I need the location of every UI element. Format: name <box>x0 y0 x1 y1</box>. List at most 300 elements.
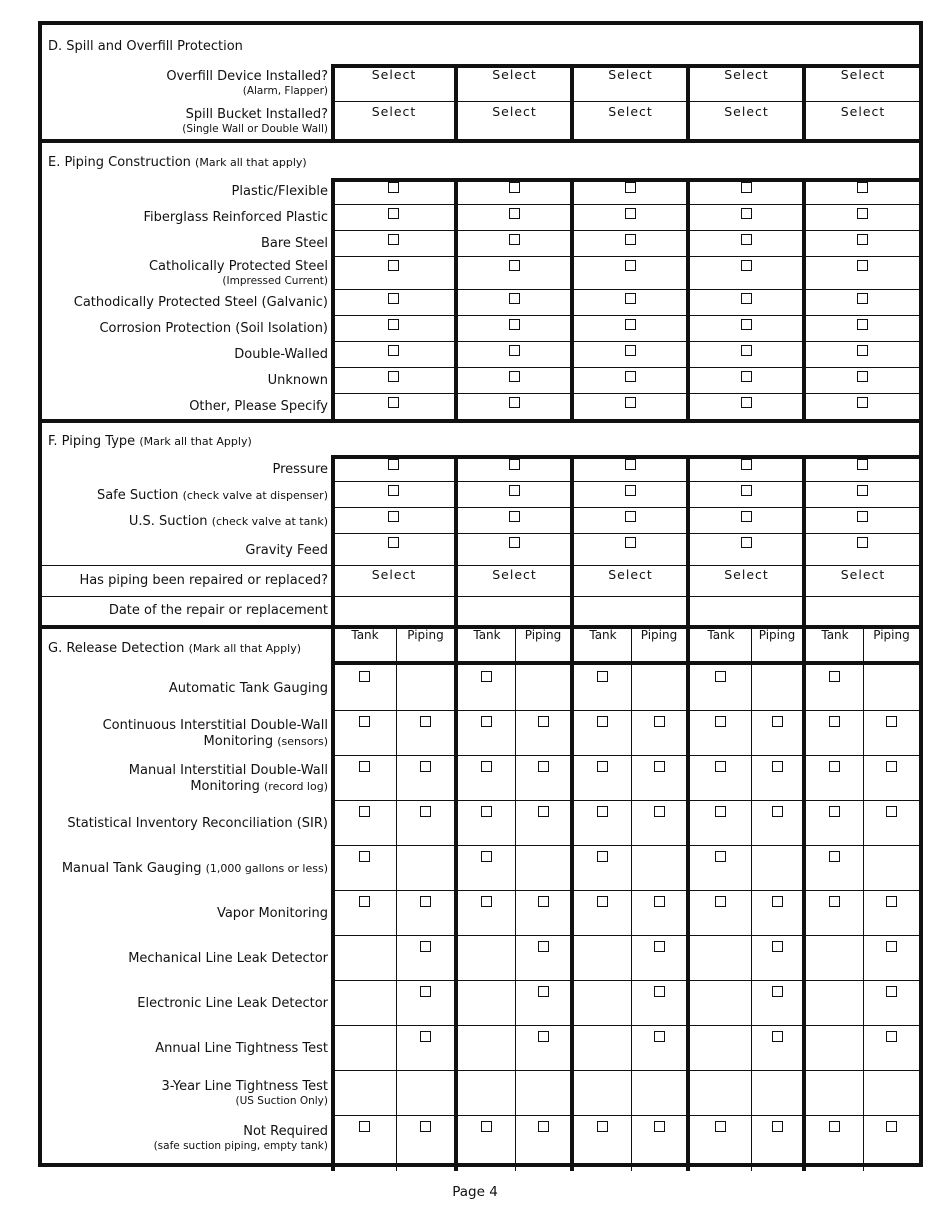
piping-construction-label <box>42 179 328 205</box>
piping-type-checkbox[interactable] <box>857 459 868 470</box>
piping-construction-checkbox[interactable] <box>857 260 868 271</box>
piping-construction-name: Unknown <box>267 373 328 388</box>
spill-overfill-hint: (Alarm, Flapper) <box>242 85 328 97</box>
release-detection-tank-checkbox[interactable] <box>359 1121 370 1132</box>
piping-construction-checkbox[interactable] <box>509 293 520 304</box>
piping-type-checkbox[interactable] <box>509 511 520 522</box>
rule-vertical <box>751 625 752 1171</box>
piping-construction-checkbox[interactable] <box>857 319 868 330</box>
section-f-note: (Mark all that Apply) <box>139 435 252 448</box>
piping-construction-checkbox[interactable] <box>625 260 636 271</box>
release-detection-piping-checkbox[interactable] <box>654 896 665 907</box>
rule-horizontal <box>331 315 919 316</box>
release-detection-tank-checkbox[interactable] <box>481 896 492 907</box>
release-detection-tank-checkbox[interactable] <box>481 1121 492 1132</box>
release-detection-label <box>42 981 328 1026</box>
release-detection-piping-checkbox[interactable] <box>538 986 549 997</box>
rule-horizontal <box>331 755 919 756</box>
rule-horizontal <box>331 367 919 368</box>
release-detection-method: Statistical Inventory Reconciliation (SIR) <box>67 815 328 831</box>
page-number: Page 4 <box>452 1184 498 1200</box>
piping-type-checkbox[interactable] <box>388 511 399 522</box>
piping-construction-checkbox[interactable] <box>857 182 868 193</box>
piping-type-name: Pressure <box>272 462 328 477</box>
release-detection-tank-checkbox[interactable] <box>715 671 726 682</box>
release-detection-line <box>137 996 328 1012</box>
release-detection-piping-checkbox[interactable] <box>420 1031 431 1042</box>
piping-construction-checkbox[interactable] <box>388 182 399 193</box>
release-detection-tank-checkbox[interactable] <box>597 716 608 727</box>
rule-vertical <box>631 625 632 1171</box>
release-detection-piping-checkbox[interactable] <box>420 806 431 817</box>
spill-overfill-hint: (Single Wall or Double Wall) <box>182 122 328 135</box>
piping-construction-label <box>42 257 328 290</box>
piping-type-checkbox[interactable] <box>857 485 868 496</box>
release-detection-piping-checkbox[interactable] <box>538 806 549 817</box>
rule-horizontal <box>331 289 919 290</box>
release-detection-tank-checkbox[interactable] <box>597 1121 608 1132</box>
piping-construction-checkbox[interactable] <box>625 234 636 245</box>
release-detection-piping-checkbox[interactable] <box>420 716 431 727</box>
tank-column-header: Tank <box>351 628 379 642</box>
piping-repaired-select[interactable]: Select <box>492 567 537 582</box>
piping-construction-checkbox[interactable] <box>741 371 752 382</box>
release-detection-line <box>103 718 328 734</box>
rule-vertical <box>515 625 516 1171</box>
rule-vertical <box>454 625 458 1171</box>
piping-column-header: Piping <box>407 628 444 642</box>
rule-vertical <box>686 178 690 419</box>
release-detection-tank-checkbox[interactable] <box>597 761 608 772</box>
release-detection-method: Electronic Line Leak Detector <box>137 995 328 1011</box>
release-detection-tank-checkbox[interactable] <box>829 716 840 727</box>
piping-construction-checkbox[interactable] <box>388 293 399 304</box>
section-f-heading: F. Piping Type <box>48 434 136 449</box>
piping-construction-hint: (Impressed Current) <box>222 275 328 287</box>
section-d-title: D. Spill and Overfill Protection <box>48 39 243 54</box>
spill-bucket-select[interactable]: Select <box>371 104 417 119</box>
spill-overfill-question: Overfill Device Installed? <box>166 69 328 84</box>
piping-construction-checkbox[interactable] <box>741 234 752 245</box>
release-detection-line <box>169 681 328 697</box>
rule-horizontal <box>331 710 919 711</box>
release-detection-note: (record log) <box>264 779 328 793</box>
release-detection-note: (1,000 gallons or less) <box>205 861 328 875</box>
piping-type-line <box>129 514 328 530</box>
release-detection-piping-checkbox[interactable] <box>538 896 549 907</box>
release-detection-piping-checkbox[interactable] <box>654 806 665 817</box>
piping-construction-checkbox[interactable] <box>388 319 399 330</box>
release-detection-tank-checkbox[interactable] <box>715 806 726 817</box>
spill-bucket-select[interactable]: Select <box>492 104 537 119</box>
release-detection-tank-checkbox[interactable] <box>597 806 608 817</box>
piping-construction-checkbox[interactable] <box>388 260 399 271</box>
piping-construction-checkbox[interactable] <box>509 260 520 271</box>
piping-repaired-question: Has piping been repaired or replaced? <box>79 573 328 588</box>
release-detection-piping-checkbox[interactable] <box>886 986 897 997</box>
piping-type-name: Gravity Feed <box>245 543 328 558</box>
rule-horizontal <box>331 341 919 342</box>
section-g-note: (Mark all that Apply) <box>188 642 302 655</box>
release-detection-piping-checkbox[interactable] <box>654 761 665 772</box>
piping-construction-checkbox[interactable] <box>509 371 520 382</box>
rule-vertical <box>570 625 574 1171</box>
release-detection-piping-checkbox[interactable] <box>538 941 549 952</box>
rule-vertical <box>454 178 458 419</box>
release-detection-piping-checkbox[interactable] <box>772 1031 783 1042</box>
piping-repaired-select[interactable]: Select <box>724 567 769 582</box>
release-detection-piping-checkbox[interactable] <box>420 1121 431 1132</box>
release-detection-piping-checkbox[interactable] <box>772 896 783 907</box>
release-detection-tank-checkbox[interactable] <box>829 761 840 772</box>
repair-date-question: Date of the repair or replacement <box>108 603 328 618</box>
piping-construction-checkbox[interactable] <box>625 397 636 408</box>
release-detection-label <box>42 1026 328 1071</box>
release-detection-piping-checkbox[interactable] <box>886 941 897 952</box>
rule-vertical <box>331 625 335 1171</box>
release-detection-piping-checkbox[interactable] <box>886 761 897 772</box>
piping-construction-checkbox[interactable] <box>857 371 868 382</box>
piping-construction-checkbox[interactable] <box>388 371 399 382</box>
release-detection-label <box>42 846 328 891</box>
piping-construction-checkbox[interactable] <box>741 182 752 193</box>
piping-construction-checkbox[interactable] <box>625 319 636 330</box>
rule-horizontal <box>331 845 919 846</box>
piping-construction-label <box>42 290 328 316</box>
release-detection-method: Continuous Interstitial Double-Wall <box>102 717 328 733</box>
release-detection-line <box>67 816 328 832</box>
piping-construction-checkbox[interactable] <box>625 345 636 356</box>
rule-horizontal <box>331 935 919 936</box>
piping-construction-checkbox[interactable] <box>741 293 752 304</box>
piping-construction-name: Plastic/Flexible <box>231 184 328 199</box>
piping-construction-checkbox[interactable] <box>388 345 399 356</box>
overfill-device-select[interactable]: Select <box>608 67 653 82</box>
release-detection-tank-checkbox[interactable] <box>715 761 726 772</box>
release-detection-piping-checkbox[interactable] <box>772 806 783 817</box>
piping-construction-checkbox[interactable] <box>741 319 752 330</box>
release-detection-tank-checkbox[interactable] <box>359 896 370 907</box>
rule-horizontal <box>331 980 919 981</box>
release-detection-tank-checkbox[interactable] <box>829 806 840 817</box>
piping-construction-checkbox[interactable] <box>625 371 636 382</box>
release-detection-tank-checkbox[interactable] <box>829 896 840 907</box>
piping-type-checkbox[interactable] <box>388 537 399 548</box>
piping-type-checkbox[interactable] <box>857 537 868 548</box>
release-detection-piping-checkbox[interactable] <box>420 941 431 952</box>
piping-construction-name: Fiberglass Reinforced Plastic <box>143 210 328 225</box>
piping-construction-checkbox[interactable] <box>509 345 520 356</box>
piping-construction-name: Other, Please Specify <box>189 399 328 414</box>
release-detection-method: Not Required <box>243 1124 328 1139</box>
release-detection-line <box>217 906 328 922</box>
release-detection-piping-checkbox[interactable] <box>420 761 431 772</box>
piping-type-checkbox[interactable] <box>741 459 752 470</box>
rule-vertical <box>331 178 335 419</box>
release-detection-tank-checkbox[interactable] <box>715 896 726 907</box>
release-detection-tank-checkbox[interactable] <box>597 671 608 682</box>
release-detection-piping-checkbox[interactable] <box>772 1121 783 1132</box>
release-detection-label <box>42 936 328 981</box>
spill-bucket-select[interactable]: Select <box>840 104 886 119</box>
rule-vertical <box>802 178 806 419</box>
piping-type-note: (check valve at dispenser) <box>182 489 328 502</box>
release-detection-tank-checkbox[interactable] <box>481 761 492 772</box>
overfill-device-select[interactable]: Select <box>840 67 886 82</box>
piping-construction-checkbox[interactable] <box>857 293 868 304</box>
release-detection-method: Manual Interstitial Double-Wall <box>128 762 328 778</box>
release-detection-method: Vapor Monitoring <box>216 905 328 921</box>
rule-vertical <box>396 625 397 1171</box>
release-detection-tank-checkbox[interactable] <box>359 851 370 862</box>
release-detection-tank-checkbox[interactable] <box>829 671 840 682</box>
piping-construction-checkbox[interactable] <box>741 397 752 408</box>
tank-column-header: Tank <box>707 628 735 642</box>
release-detection-line <box>190 779 328 795</box>
release-detection-label <box>42 801 328 846</box>
release-detection-piping-checkbox[interactable] <box>886 896 897 907</box>
release-detection-piping-checkbox[interactable] <box>772 941 783 952</box>
release-detection-hint: (safe suction piping, empty tank) <box>153 1140 328 1152</box>
rule-vertical <box>686 625 690 1171</box>
piping-construction-checkbox[interactable] <box>509 208 520 219</box>
piping-type-checkbox[interactable] <box>625 459 636 470</box>
piping-construction-checkbox[interactable] <box>857 397 868 408</box>
piping-repaired-label <box>42 566 328 596</box>
release-detection-label <box>42 711 328 756</box>
release-detection-piping-checkbox[interactable] <box>538 1121 549 1132</box>
release-detection-piping-checkbox[interactable] <box>886 1031 897 1042</box>
rule-horizontal <box>331 890 919 891</box>
release-detection-piping-checkbox[interactable] <box>538 716 549 727</box>
piping-type-checkbox[interactable] <box>741 511 752 522</box>
spill-bucket-select[interactable]: Select <box>724 104 769 119</box>
piping-column-header: Piping <box>640 628 678 642</box>
rule-horizontal <box>331 1025 919 1026</box>
piping-construction-checkbox[interactable] <box>388 208 399 219</box>
release-detection-piping-checkbox[interactable] <box>772 716 783 727</box>
tank-column-header: Tank <box>821 628 849 642</box>
release-detection-label <box>42 666 328 711</box>
piping-type-name: U.S. Suction <box>128 514 208 529</box>
rule-vertical <box>570 178 574 419</box>
release-detection-method: Mechanical Line Leak Detector <box>128 950 328 966</box>
piping-type-checkbox[interactable] <box>625 537 636 548</box>
release-detection-piping-checkbox[interactable] <box>886 806 897 817</box>
piping-type-label <box>42 457 328 483</box>
piping-construction-name: Catholically Protected Steel <box>148 259 328 274</box>
release-detection-line <box>204 734 328 750</box>
repair-date-input[interactable] <box>691 597 802 625</box>
piping-construction-label <box>42 231 328 257</box>
piping-construction-checkbox[interactable] <box>741 208 752 219</box>
release-detection-piping-checkbox[interactable] <box>886 716 897 727</box>
piping-construction-checkbox[interactable] <box>509 397 520 408</box>
rule-horizontal <box>42 139 919 143</box>
piping-construction-label <box>42 342 328 368</box>
release-detection-tank-checkbox[interactable] <box>359 716 370 727</box>
spill-bucket-select[interactable]: Select <box>608 104 653 119</box>
repair-date-input[interactable] <box>459 597 570 625</box>
piping-type-checkbox[interactable] <box>509 459 520 470</box>
release-detection-piping-checkbox[interactable] <box>654 1031 665 1042</box>
release-detection-method: Manual Tank Gauging <box>61 860 202 876</box>
piping-repaired-select[interactable]: Select <box>840 567 886 582</box>
release-detection-label <box>42 756 328 801</box>
repair-date-input[interactable] <box>334 597 454 625</box>
piping-type-checkbox[interactable] <box>741 485 752 496</box>
release-detection-line <box>129 763 328 779</box>
section-e-title <box>48 155 307 171</box>
tank-column-header: Tank <box>589 628 617 642</box>
piping-construction-checkbox[interactable] <box>857 208 868 219</box>
overfill-device-select[interactable]: Select <box>371 67 417 82</box>
spill-overfill-label <box>42 103 328 139</box>
piping-construction-checkbox[interactable] <box>625 293 636 304</box>
piping-type-line <box>97 488 328 504</box>
release-detection-tank-checkbox[interactable] <box>715 1121 726 1132</box>
rule-horizontal <box>331 230 919 231</box>
release-detection-piping-checkbox[interactable] <box>538 761 549 772</box>
piping-construction-label <box>42 394 328 420</box>
piping-type-label <box>42 483 328 509</box>
release-detection-tank-checkbox[interactable] <box>359 761 370 772</box>
release-detection-method: Automatic Tank Gauging <box>168 680 328 696</box>
spill-overfill-label <box>42 66 328 101</box>
release-detection-piping-checkbox[interactable] <box>772 986 783 997</box>
release-detection-tank-checkbox[interactable] <box>829 1121 840 1132</box>
release-detection-method: Annual Line Tightness Test <box>155 1040 328 1056</box>
piping-construction-checkbox[interactable] <box>509 319 520 330</box>
release-detection-method: 3-Year Line Tightness Test <box>161 1079 328 1094</box>
piping-construction-name: Double-Walled <box>234 347 328 362</box>
release-detection-tank-checkbox[interactable] <box>597 851 608 862</box>
piping-construction-checkbox[interactable] <box>857 234 868 245</box>
release-detection-tank-checkbox[interactable] <box>481 671 492 682</box>
piping-type-checkbox[interactable] <box>625 485 636 496</box>
spill-overfill-question: Spill Bucket Installed? <box>185 106 328 122</box>
section-g-heading: G. Release Detection <box>48 641 185 656</box>
release-detection-line <box>62 861 328 877</box>
release-detection-piping-checkbox[interactable] <box>420 986 431 997</box>
piping-repaired-select[interactable]: Select <box>608 567 653 582</box>
section-e-heading: E. Piping Construction <box>48 155 191 170</box>
release-detection-tank-checkbox[interactable] <box>715 716 726 727</box>
piping-repaired-select[interactable]: Select <box>371 567 417 582</box>
release-detection-line <box>128 951 328 967</box>
piping-construction-checkbox[interactable] <box>857 345 868 356</box>
piping-type-checkbox[interactable] <box>509 537 520 548</box>
piping-construction-checkbox[interactable] <box>388 234 399 245</box>
release-detection-tank-checkbox[interactable] <box>481 806 492 817</box>
piping-construction-checkbox[interactable] <box>509 182 520 193</box>
rule-horizontal <box>331 507 919 508</box>
release-detection-tank-checkbox[interactable] <box>359 671 370 682</box>
rule-horizontal <box>331 481 919 482</box>
rule-horizontal <box>331 1070 919 1071</box>
piping-column-header: Piping <box>758 628 796 642</box>
rule-vertical <box>802 625 806 1171</box>
rule-horizontal <box>331 101 919 102</box>
release-detection-tank-checkbox[interactable] <box>359 806 370 817</box>
piping-construction-checkbox[interactable] <box>509 234 520 245</box>
piping-type-checkbox[interactable] <box>625 511 636 522</box>
piping-construction-label <box>42 205 328 231</box>
release-detection-piping-checkbox[interactable] <box>654 986 665 997</box>
piping-construction-checkbox[interactable] <box>625 208 636 219</box>
repair-date-input[interactable] <box>807 597 919 625</box>
release-detection-hint: (US Suction Only) <box>235 1095 328 1107</box>
release-detection-line <box>243 1124 328 1140</box>
release-detection-piping-checkbox[interactable] <box>420 896 431 907</box>
piping-construction-checkbox[interactable] <box>741 345 752 356</box>
piping-construction-label <box>42 316 328 342</box>
piping-type-checkbox[interactable] <box>388 485 399 496</box>
rule-vertical <box>863 625 864 1171</box>
piping-construction-checkbox[interactable] <box>388 397 399 408</box>
tank-column-header: Tank <box>473 628 501 642</box>
piping-construction-label <box>42 368 328 394</box>
section-f-title <box>48 434 252 450</box>
release-detection-piping-checkbox[interactable] <box>654 716 665 727</box>
piping-construction-checkbox[interactable] <box>741 260 752 271</box>
release-detection-tank-checkbox[interactable] <box>829 851 840 862</box>
release-detection-tank-checkbox[interactable] <box>715 851 726 862</box>
overfill-device-select[interactable]: Select <box>492 67 537 82</box>
piping-construction-name: Cathodically Protected Steel (Galvanic) <box>73 295 328 310</box>
piping-construction-name: Corrosion Protection (Soil Isolation) <box>99 321 328 336</box>
piping-type-checkbox[interactable] <box>741 537 752 548</box>
release-detection-method-cont: Monitoring <box>190 778 260 794</box>
piping-type-label <box>42 535 328 567</box>
section-e-note: (Mark all that apply) <box>195 156 307 169</box>
release-detection-method-cont: Monitoring <box>203 733 274 749</box>
rule-horizontal <box>331 393 919 394</box>
piping-type-checkbox[interactable] <box>388 459 399 470</box>
release-detection-piping-checkbox[interactable] <box>772 761 783 772</box>
repair-date-input[interactable] <box>575 597 686 625</box>
release-detection-line <box>161 1079 328 1095</box>
piping-type-checkbox[interactable] <box>509 485 520 496</box>
piping-construction-name: Bare Steel <box>260 236 328 251</box>
release-detection-tank-checkbox[interactable] <box>597 896 608 907</box>
release-detection-label <box>42 1116 328 1161</box>
rule-horizontal <box>331 661 919 665</box>
piping-construction-checkbox[interactable] <box>625 182 636 193</box>
section-g-title <box>48 641 301 657</box>
piping-type-line <box>272 462 328 478</box>
release-detection-piping-checkbox[interactable] <box>886 1121 897 1132</box>
piping-column-header: Piping <box>524 628 562 642</box>
release-detection-note: (sensors) <box>277 734 328 748</box>
release-detection-tank-checkbox[interactable] <box>481 851 492 862</box>
rule-horizontal <box>331 533 919 534</box>
repair-date-label <box>42 597 328 625</box>
piping-type-line <box>245 543 328 559</box>
release-detection-piping-checkbox[interactable] <box>654 1121 665 1132</box>
release-detection-form <box>38 21 923 1167</box>
piping-type-checkbox[interactable] <box>857 511 868 522</box>
release-detection-piping-checkbox[interactable] <box>654 941 665 952</box>
overfill-device-select[interactable]: Select <box>724 67 769 82</box>
release-detection-label <box>42 1071 328 1116</box>
release-detection-piping-checkbox[interactable] <box>538 1031 549 1042</box>
release-detection-tank-checkbox[interactable] <box>481 716 492 727</box>
rule-horizontal <box>331 1115 919 1116</box>
release-detection-line <box>155 1041 328 1057</box>
release-detection-label <box>42 891 328 936</box>
piping-column-header: Piping <box>873 628 910 642</box>
